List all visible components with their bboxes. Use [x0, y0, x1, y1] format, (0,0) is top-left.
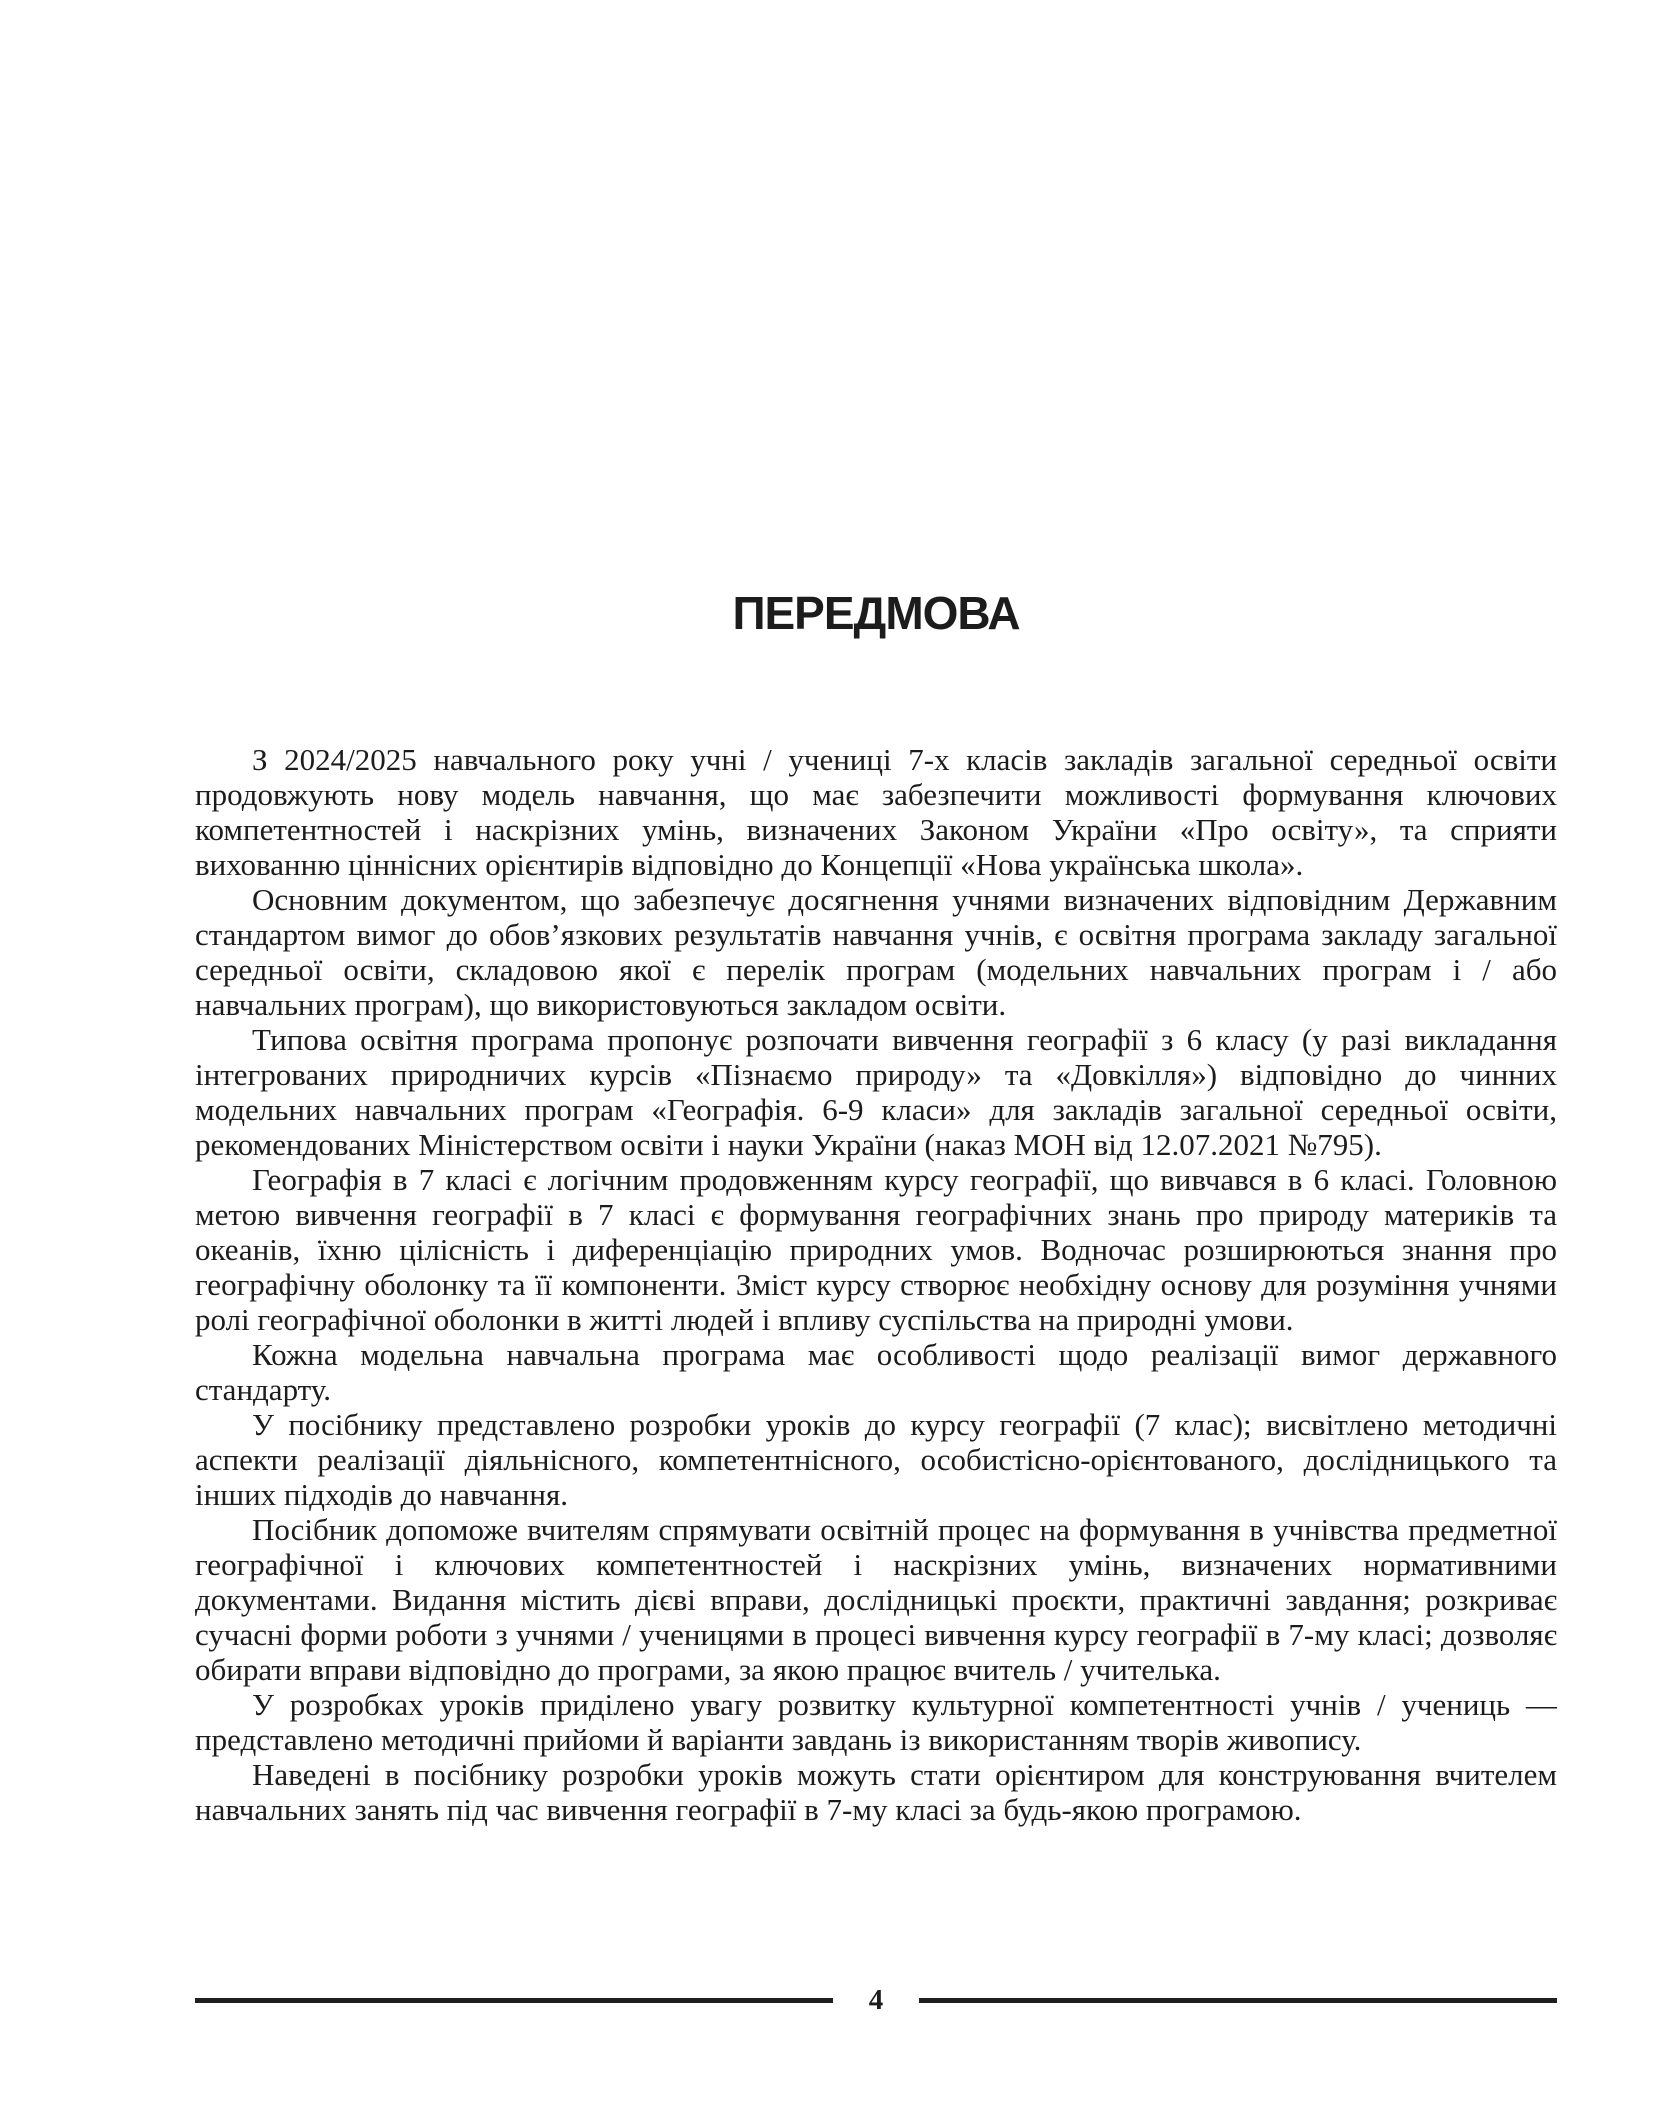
preface-paragraph: Географія в 7 класі є логічним продовженням курсу географії, що вивчався в 6 класі. Головною метою вивчення географії в 7 класі є формування географічних знань про природу материків та океанів, їхню цілісність і диференціацію природних умов. Водночас розширюються знання про географічну оболонку та її компоненти. Зміст курсу створює необхідну основу для розуміння учнями ролі географічної оболонки в житті людей і впливу суспільства на природні умови.	[195, 1162, 1557, 1337]
page-number: 4	[868, 1984, 884, 2016]
preface-body	[195, 742, 1557, 1827]
footer-rule-left	[195, 1998, 833, 2003]
preface-paragraph: З 2024/2025 навчального року учні / учениці 7-х класів закладів загальної середньої освіти продовжують нову модель навчання, що має забезпечити можливості формування ключових компетентностей і наскрізних умінь, визначених Законом України «Про освіту», та сприяти вихованню ціннісних орієнтирів відповідно до Концепції «Нова українська школа».	[195, 742, 1557, 882]
preface-paragraph: Основним документом, що забезпечує досягнення учнями визначених відповідним Державним стандартом вимог до обов’язкових результатів навчання учнів, є освітня програма закладу загальної середньої освіти, складовою якої є перелік програм (модельних навчальних програм і / або навчальних програм), що використовуються закладом освіти.	[195, 882, 1557, 1022]
preface-paragraph: Кожна модельна навчальна програма має особливості щодо реалізації вимог державного стандарту.	[195, 1337, 1557, 1407]
preface-paragraph: Посібник допоможе вчителям спрямувати освітній процес на формування в учнівства предметної географічної і ключових компетентностей і наскрізних умінь, визначених нормативними документами. Видання містить дієві вправи, дослідницькі проєкти, практичні завдання; розкриває сучасні форми роботи з учнями / ученицями в процесі вивчення курсу географії в 7-му класі; дозволяє обирати вправи відповідно до програми, за якою працює вчитель / учителька.	[195, 1512, 1557, 1687]
footer-rule-right	[919, 1998, 1557, 2003]
page-title: ПЕРЕДМОВА	[732, 587, 1020, 639]
page-footer	[195, 1986, 1557, 2015]
preface-paragraph: У розробках уроків приділено увагу розвитку культурної компетентності учнів / учениць — представлено методичні прийоми й варіанти завдань із використанням творів живопису.	[195, 1687, 1557, 1757]
preface-paragraph: У посібнику представлено розробки уроків до курсу географії (7 клас); висвітлено методичні аспекти реалізації діяльнісного, компетентнісного, особистісно-орієнтованого, дослідницького та інших підходів до навчання.	[195, 1407, 1557, 1512]
preface-paragraph: Типова освітня програма пропонує розпочати вивчення географії з 6 класу (у разі викладання інтегрованих природничих курсів «Пізнаємо природу» та «Довкілля») відповідно до чинних модельних навчальних програм «Географія. 6-9 класи» для закладів загальної середньої освіти, рекомендованих Міністерством освіти і науки України (наказ МОН від 12.07.2021 №795).	[195, 1022, 1557, 1162]
preface-paragraph: Наведені в посібнику розробки уроків можуть стати орієнтиром для конструювання вчителем навчальних занять під час вивчення географії в 7-му класі за будь-якою програмою.	[195, 1757, 1557, 1827]
